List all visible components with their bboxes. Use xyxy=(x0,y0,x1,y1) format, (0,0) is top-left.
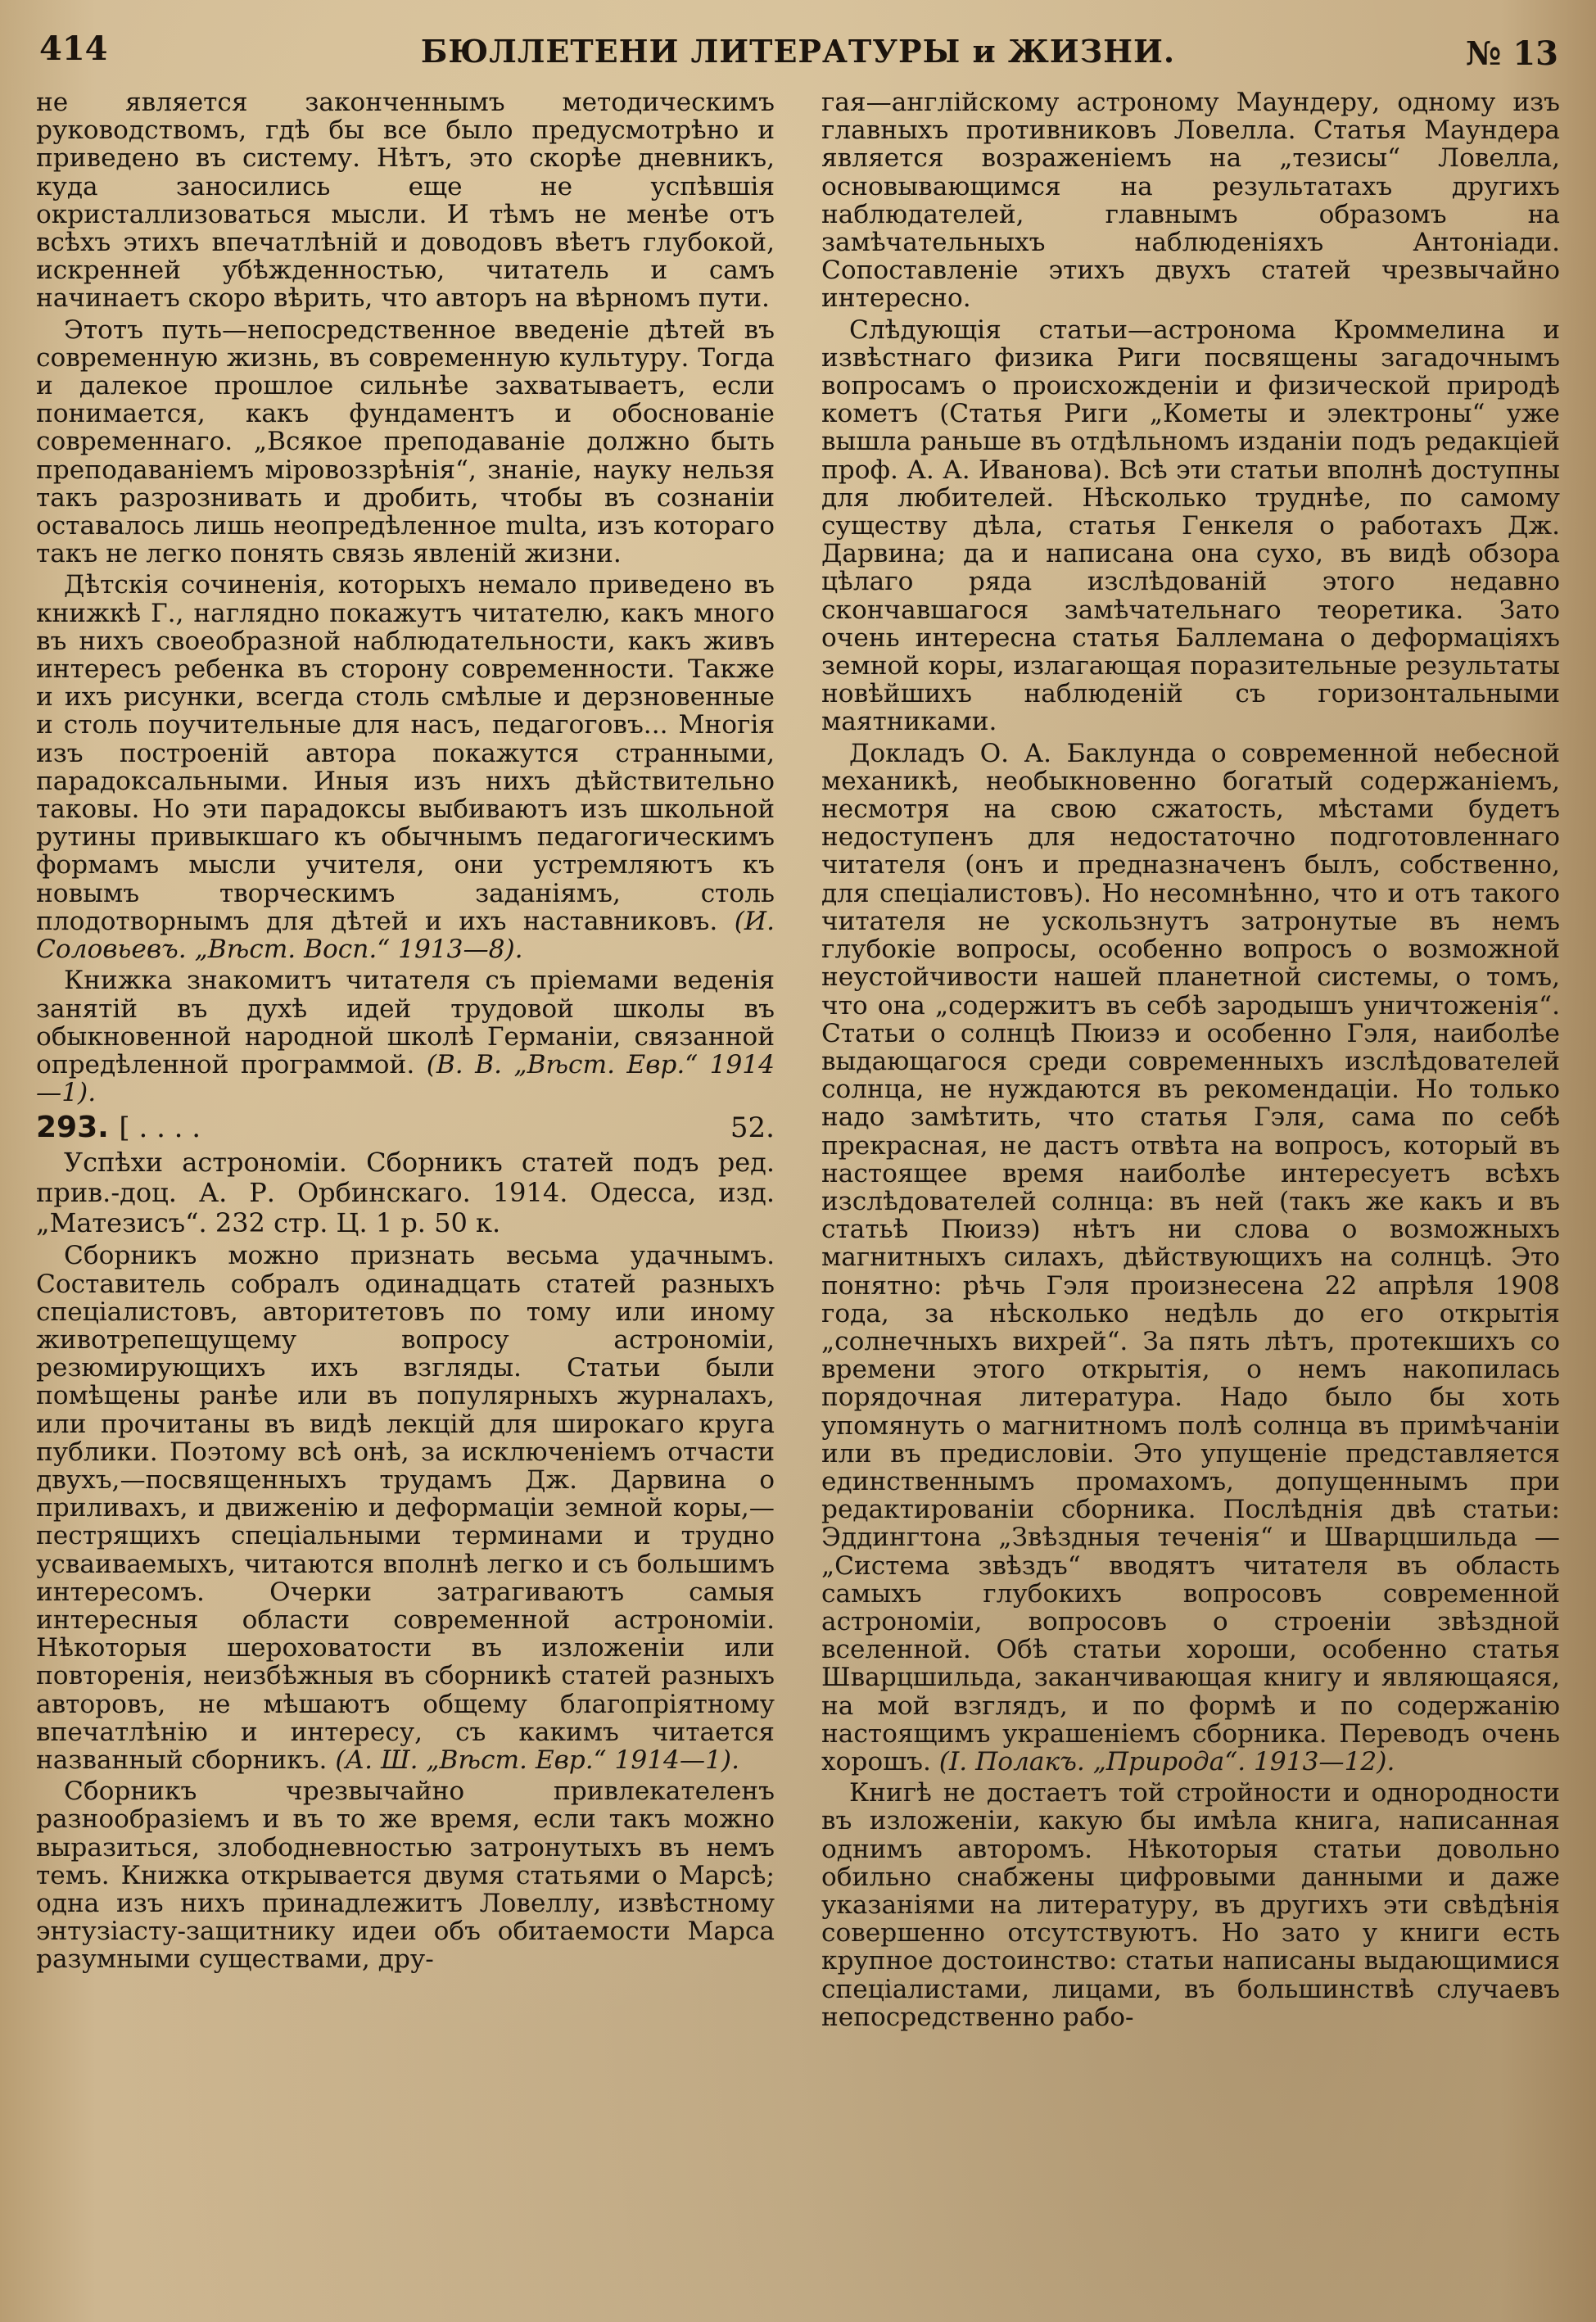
paragraph-text: Слѣдующія статьи—астронома Кроммелина и извѣстнаго физика Риги посвящены загадочнымъ вопросамъ о происхожденіи и физической природѣ кометъ (Статья Риги „Кометы и электроны“ уже вышла раньше въ отдѣльномъ изданіи подъ редакціей проф. А. А. Иванова). Всѣ эти статьи вполнѣ доступны для любителей. Нѣсколько труднѣе, по самому существу дѣла, статья Генкеля о работахъ Дж. Дарвина; да и написана она сухо, въ видѣ обзора цѣлаго ряда изслѣдованій этого недавно скончавшагося замѣчательнаго теоретика. Зато очень интересна статья Баллемана о деформаціяхъ земной коры, излагающая поразительные результаты новѣйшихъ наблюденій съ горизонтальными маятниками. xyxy=(821,315,1560,737)
entry-title: Успѣхи астрономіи. Сборникъ статей подъ ред. прив.-доц. А. Р. Орбинскаго. 1914. Одесса, изд. „Матезисъ“. 232 стр. Ц. 1 р. 50 к. xyxy=(36,1147,775,1239)
page-number: 414 xyxy=(39,29,108,68)
entry-number: 293. xyxy=(36,1111,109,1145)
paragraph xyxy=(821,88,1560,313)
paragraph xyxy=(821,316,1560,736)
paragraph xyxy=(36,316,775,568)
citation: (І. Полакъ. „Природа“. 1913—12). xyxy=(938,1746,1395,1777)
entry-right-number: 52. xyxy=(730,1111,775,1145)
paragraph xyxy=(36,1242,775,1774)
paragraph xyxy=(821,1779,1560,2031)
running-title: БЮЛЛЕТЕНИ ЛИТЕРАТУРЫ и ЖИЗНИ. xyxy=(420,33,1176,70)
paragraph-text: Докладъ О. А. Баклунда о современной небесной механикѣ, необыкновенно богатый содержаніемъ, несмотря на свою сжатость, мѣстами будетъ недоступенъ для недостаточно подготовленнаго читателя (онъ и предназначенъ былъ, собственно, для спеціалистовъ). Но несомнѣнно, что и отъ такого читателя не ускользнутъ затронутые въ немъ глубокіе вопросы, особенно вопросъ о возможной неустойчивости нашей планетной системы, о томъ, что она „содержитъ въ себѣ зародышъ уничтоженія“. Статьи о солнцѣ Пюизэ и особенно Гэля, наиболѣе выдающагося среди современныхъ изслѣдователей солнца, не нуждаются въ рекомендаціи. Но только надо замѣтить, что статья Гэля, сама по себѣ прекрасная, не дастъ отвѣта на вопросъ, который въ настоящее время наиболѣе интересуетъ всѣхъ изслѣдователей солнца: въ ней (такъ же какъ и въ статьѣ Пюизэ) нѣтъ ни слова о возможныхъ магнитныхъ силахъ, дѣйствующихъ на солнцѣ. Это понятно: рѣчь Гэля произнесена 22 апрѣля 1908 года, за нѣсколько недѣль до его открытія „солнечныхъ вихрей“. За пять лѣтъ, протекшихъ со времени этого открытія, о немъ накопилась порядочная литература. Надо было бы хоть упомянуть о магнитномъ полѣ солнца въ примѣчаніи или въ предисловіи. Это упущеніе представляется единственнымъ промахомъ, допущеннымъ при редактированіи сборника. Послѣднія двѣ статьи: Эддингтона „Звѣздныя теченія“ и Шварцшильда — „Система звѣздъ“ вводятъ читателя въ область самыхъ глубокихъ вопросовъ современной астрономіи, вопросовъ о строеніи звѣздной вселенной. Обѣ статьи хороши, особенно статья Шварцшильда, заканчивающая книгу и являющаяся, на мой взглядъ, и по формѣ и по содержанію настоящимъ украшеніемъ сборника. Переводъ очень хорошъ. xyxy=(821,738,1560,1777)
paragraph xyxy=(36,1777,775,1973)
paragraph xyxy=(821,740,1560,1777)
paragraph-text: Дѣтскія сочиненія, которыхъ немало приведено въ книжкѣ Г., наглядно покажутъ читателю, какъ много въ нихъ своеобразной наблюдательности, какъ живъ интересъ ребенка въ сторону современности. Также и ихъ рисунки, всегда столь смѣлые и дерзновенные и столь поучительные для насъ, педагоговъ... Многія изъ построеній автора покажутся странными, парадоксальными. Иныя изъ нихъ дѣйствительно таковы. Но эти парадоксы выбиваютъ изъ школьной рутины привыкшаго къ обычнымъ педагогическимъ формамъ мысли учителя, они устремляютъ къ новымъ творческимъ заданіямъ, столь плодотворнымъ для дѣтей и ихъ наставниковъ. xyxy=(36,570,775,936)
right-column xyxy=(821,88,1560,2035)
paragraph-text: Сборникъ чрезвычайно привлекателенъ разнообразіемъ и въ то же время, если такъ можно выразиться, злободневностью затронутыхъ въ немъ темъ. Книжка открывается двумя статьями о Марсѣ; одна изъ нихъ принадлежитъ Ловеллу, извѣстному энтузіасту-защитнику идеи объ обитаемости Марса разумными существами, дру- xyxy=(36,1777,775,1975)
text-columns xyxy=(36,88,1560,2035)
paragraph-text: Книжка знакомитъ читателя съ пріемами веденія занятій въ духѣ идей трудовой школы въ обыкновенной народной школѣ Германіи, связанной опредѣленной программой. xyxy=(36,966,775,1080)
left-column xyxy=(36,88,775,2035)
paragraph-text: Сборникъ можно признать весьма удачнымъ. Составитель собралъ одинадцать статей разныхъ спеціалистовъ, авторитетовъ по тому или иному животрепещущему вопросу астрономіи, резюмирующихъ ихъ взгляды. Статьи были помѣщены ранѣе или въ популярныхъ журналахъ, или прочитаны въ видѣ лекцій для широкаго круга публики. Поэтому всѣ онѣ, за исключеніемъ отчасти двухъ,—посвященныхъ трудамъ Дж. Дарвина о приливахъ, и движенію и деформаціи земной коры,—пестрящихъ спеціальными терминами и трудно усваиваемыхъ, читаются вполнѣ легко и съ большимъ интересомъ. Очерки затрагиваютъ самыя интересныя области современной астрономіи. Нѣкоторыя шероховатости въ изложеніи или повторенія, неизбѣжныя въ сборникѣ статей разныхъ авторовъ, не мѣшаютъ общему благопріятному впечатлѣнію и интересу, съ какимъ читается названный сборникъ. xyxy=(36,1241,775,1775)
page-header xyxy=(36,25,1560,82)
citation: (В. В. „Вѣст. Евр.“ 1914—1). xyxy=(36,1049,775,1108)
paragraph-text: Этотъ путь—непосредственное введеніе дѣтей въ современную жизнь, въ современную культуру. Тогда и далекое прошлое сильнѣе захватываетъ, если понимается, какъ фундаментъ и обоснованіе современнаго. „Всякое преподаваніе должно быть преподаваніемъ міровоззрѣнія“, знаніе, науку нельзя такъ разрознивать и дробить, чтобы въ сознаніи оставалось лишь неопредѣленное multa, изъ котораго такъ не легко понять связь явленій жизни. xyxy=(36,315,775,569)
issue-number: № 13 xyxy=(1465,34,1558,73)
citation: (И. Соловьевъ. „Вѣст. Восп.“ 1913—8). xyxy=(36,906,775,965)
paragraph xyxy=(36,571,775,963)
paragraph-text: не является законченнымъ методическимъ руководствомъ, гдѣ бы все было предусмотрѣно и приведено въ систему. Нѣтъ, это скорѣе дневникъ, куда заносились еще не успѣвшія окристаллизоваться мысли. И тѣмъ не менѣе отъ всѣхъ этихъ впечатлѣній и доводовъ вѣетъ глубокой, искренней убѣжденностью, читатель и самъ начинаетъ скоро вѣрить, что авторъ на вѣрномъ пути. xyxy=(36,88,775,314)
entry-heading xyxy=(36,1110,775,1146)
entry-mark: [ . . . . xyxy=(119,1111,201,1145)
paragraph xyxy=(36,966,775,1107)
paragraph-text: Книгѣ не достаетъ той стройности и однородности въ изложеніи, какую бы имѣла книга, написанная однимъ авторомъ. Нѣкоторыя статьи довольно обильно снабжены цифровыми данными и даже указаніями на литературу, въ другихъ эти свѣдѣнія совершенно отсутствуютъ. Но зато у книги есть крупное достоинство: статьи написаны выдающимися спеціалистами, лицами, въ большинствѣ случаевъ непосредственно рабо- xyxy=(821,1778,1560,2032)
entry-number-group xyxy=(36,1110,201,1146)
citation: (А. Ш. „Вѣст. Евр.“ 1914—1). xyxy=(335,1745,739,1775)
paragraph xyxy=(36,88,775,313)
paragraph-text: гая—англійскому астроному Маундеру, одному изъ главныхъ противниковъ Ловелла. Статья Маундера является возраженіемъ на „тезисы“ Ловелла, основывающимся на результатахъ другихъ наблюдателей, главнымъ образомъ на замѣчательныхъ наблюденіяхъ Антоніади. Сопоставленіе этихъ двухъ статей чрезвычайно интересно. xyxy=(821,88,1560,314)
